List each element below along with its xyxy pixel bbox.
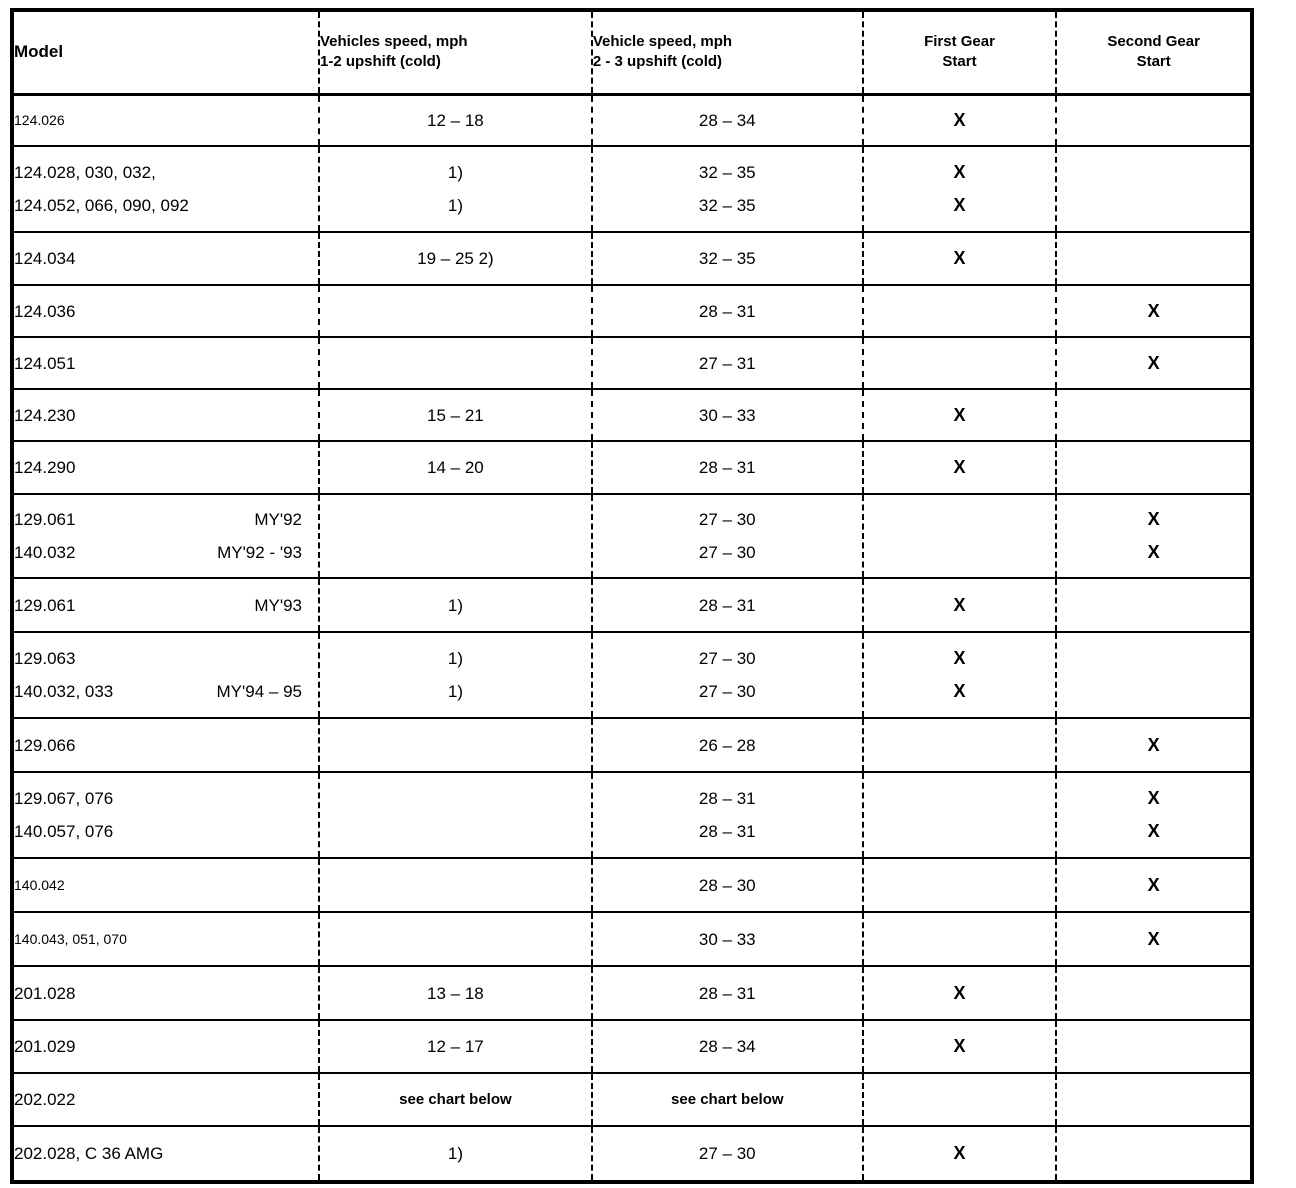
second-gear-mark: [1057, 675, 1250, 708]
model-code: 201.029: [14, 1037, 76, 1056]
upshift-12-value: [320, 815, 591, 848]
upshift-12-value: 1): [447, 649, 463, 668]
model-line: [14, 977, 318, 1010]
upshift-23-cell: [592, 494, 863, 578]
second-gear-cell: [1056, 285, 1252, 337]
upshift-23-value: 28 – 31: [698, 595, 756, 615]
second-gear-cell: [1056, 94, 1252, 146]
table-row: [12, 912, 1252, 966]
model-code: 140.043, 051, 070: [14, 930, 127, 947]
second-gear-mark: X: [1147, 821, 1160, 841]
model-code: 124.290: [14, 458, 76, 477]
upshift-23-value: 28 – 31: [698, 822, 756, 841]
first-gear-mark: [864, 923, 1056, 956]
upshift-12-cell: [319, 912, 592, 966]
table-row: [12, 146, 1252, 232]
upshift-12-value: [320, 295, 591, 328]
model-column-header: Model: [12, 10, 319, 94]
second-gear-mark: X: [1147, 788, 1160, 808]
second-gear-cell: [1056, 772, 1252, 858]
upshift-23-cell: [592, 966, 863, 1020]
upshift-12-value: [320, 923, 591, 956]
upshift-12-header-line: 1-2 upshift (cold): [319, 53, 441, 71]
model-cell: [12, 494, 319, 578]
second-gear-mark: X: [1147, 509, 1160, 529]
upshift-23-cell: [592, 94, 863, 146]
model-code: 129.061: [14, 510, 76, 529]
upshift-23-value: 30 – 33: [698, 929, 756, 949]
upshift-12-cell: [319, 441, 592, 494]
second-gear-mark: X: [1147, 352, 1160, 373]
first-gear-cell: [863, 285, 1057, 337]
second-gear-mark: [1057, 399, 1250, 432]
table-row: [12, 285, 1252, 337]
upshift-23-cell: [592, 389, 863, 441]
upshift-12-cell: [319, 146, 592, 232]
second-gear-mark: [1057, 1030, 1250, 1063]
model-cell: [12, 578, 319, 632]
second-gear-mark: [1057, 104, 1250, 137]
upshift-12-cell: [319, 1020, 592, 1073]
model-code: 124.034: [14, 249, 76, 268]
upshift-12-value: 19 – 25 2): [417, 249, 494, 268]
model-code: 201.028: [14, 983, 76, 1003]
model-line: [14, 675, 318, 708]
shift-speed-table: [10, 8, 1254, 1184]
model-code: 129.061: [14, 595, 76, 615]
model-code: 124.028, 030, 032,: [14, 163, 156, 182]
model-line: [14, 451, 318, 484]
first-gear-mark: X: [953, 162, 966, 182]
second-gear-cell: [1056, 578, 1252, 632]
first-gear-cell: [863, 912, 1057, 966]
second-gear-cell: [1056, 389, 1252, 441]
upshift-23-cell: [592, 1126, 863, 1182]
first-gear-cell: [863, 94, 1057, 146]
upshift-23-cell: [592, 912, 863, 966]
first-gear-header-line: First Gear: [924, 33, 995, 51]
model-year: MY'92: [254, 510, 302, 529]
upshift-12-value: 1): [447, 163, 463, 182]
upshift-12-cell: [319, 337, 592, 389]
model-cell: [12, 912, 319, 966]
upshift-23-header-line: Vehicle speed, mph: [592, 33, 733, 51]
table-row: [12, 232, 1252, 285]
first-gear-mark: X: [953, 982, 966, 1003]
first-gear-cell: [863, 1126, 1057, 1182]
first-gear-mark: [864, 782, 1056, 815]
model-code: 129.067, 076: [14, 789, 114, 808]
upshift-23-cell: [592, 285, 863, 337]
model-code: 140.032, 033: [14, 682, 114, 701]
second-gear-mark: [1057, 977, 1250, 1010]
upshift-23-cell: [592, 232, 863, 285]
upshift-12-value: [320, 536, 591, 569]
upshift-23-value: 27 – 30: [698, 649, 756, 668]
upshift-23-value: 28 – 31: [698, 458, 756, 477]
model-cell: [12, 441, 319, 494]
upshift-23-value: 28 – 31: [698, 983, 756, 1003]
table-row: [12, 858, 1252, 912]
table-row: [12, 389, 1252, 441]
upshift-12-cell: [319, 772, 592, 858]
upshift-12-cell: [319, 718, 592, 772]
upshift-23-value: 27 – 31: [698, 353, 756, 373]
model-line: [14, 923, 318, 956]
upshift-12-cell: [319, 389, 592, 441]
table-row: [12, 772, 1252, 858]
upshift-12-value: 12 – 17: [427, 1037, 484, 1056]
second-gear-cell: [1056, 1126, 1252, 1182]
model-code: 124.036: [14, 301, 76, 321]
first-gear-cell: [863, 718, 1057, 772]
second-gear-mark: X: [1147, 542, 1160, 562]
table-row: [12, 1126, 1252, 1182]
model-code: 124.230: [14, 405, 76, 425]
second-gear-header-line: Second Gear: [1107, 33, 1200, 51]
first-gear-cell: [863, 858, 1057, 912]
second-gear-cell: [1056, 632, 1252, 718]
model-cell: [12, 1126, 319, 1182]
model-line: [14, 242, 318, 275]
upshift-12-value: 14 – 20: [427, 458, 484, 477]
table-row: [12, 1020, 1252, 1073]
first-gear-cell: [863, 966, 1057, 1020]
first-gear-cell: [863, 1020, 1057, 1073]
model-cell: [12, 94, 319, 146]
upshift-23-cell: [592, 146, 863, 232]
model-code: 124.052, 066, 090, 092: [14, 196, 189, 215]
second-gear-cell: [1056, 337, 1252, 389]
upshift-12-value: 1): [447, 595, 463, 615]
model-year: MY'93: [254, 595, 302, 615]
model-code: 140.057, 076: [14, 822, 114, 841]
upshift-12-cell: [319, 1073, 592, 1126]
table-row: [12, 718, 1252, 772]
first-gear-mark: [864, 536, 1056, 569]
upshift-23-value: see chart below: [671, 1091, 784, 1108]
upshift-23-value: 27 – 30: [698, 1144, 756, 1163]
first-gear-header-line: Start: [942, 53, 977, 71]
upshift-12-cell: [319, 966, 592, 1020]
upshift-23-cell: [592, 337, 863, 389]
first-gear-cell: [863, 578, 1057, 632]
upshift-23-header-line: 2 - 3 upshift (cold): [592, 53, 723, 71]
first-gear-mark: [864, 347, 1056, 380]
first-gear-mark: X: [953, 457, 966, 477]
second-gear-cell: [1056, 232, 1252, 285]
second-gear-mark: [1057, 1137, 1250, 1170]
upshift-23-value: 26 – 28: [698, 735, 756, 755]
upshift-23-value: 28 – 31: [698, 789, 756, 808]
upshift-23-value: 28 – 34: [698, 110, 756, 130]
model-cell: [12, 389, 319, 441]
upshift-23-value: 32 – 35: [698, 249, 756, 268]
second-gear-cell: [1056, 858, 1252, 912]
upshift-23-value: 27 – 30: [698, 682, 756, 701]
first-gear-mark: X: [953, 109, 966, 130]
model-code: 124.026: [14, 111, 65, 128]
first-gear-mark: [864, 729, 1056, 762]
table-row: [12, 441, 1252, 494]
model-line: [14, 782, 318, 815]
second-gear-start-column-header: [1056, 10, 1252, 94]
upshift-12-value: [320, 869, 591, 902]
upshift-23-value: 30 – 33: [698, 405, 756, 425]
model-cell: [12, 1073, 319, 1126]
first-gear-cell: [863, 232, 1057, 285]
model-line: [14, 815, 318, 848]
upshift-12-cell: [319, 632, 592, 718]
model-cell: [12, 966, 319, 1020]
model-code: 129.063: [14, 649, 76, 668]
second-gear-cell: [1056, 1073, 1252, 1126]
model-code: 202.022: [14, 1090, 76, 1109]
second-gear-cell: [1056, 1020, 1252, 1073]
model-cell: [12, 858, 319, 912]
model-line: [14, 295, 318, 328]
upshift-23-cell: [592, 772, 863, 858]
model-cell: [12, 285, 319, 337]
model-cell: [12, 632, 319, 718]
table-row: [12, 966, 1252, 1020]
upshift-12-cell: [319, 94, 592, 146]
model-year: MY'94 – 95: [216, 682, 302, 701]
table-row: [12, 1073, 1252, 1126]
upshift-12-cell: [319, 1126, 592, 1182]
second-gear-mark: X: [1147, 734, 1160, 755]
second-gear-cell: [1056, 494, 1252, 578]
model-year: MY'92 - '93: [217, 543, 302, 562]
first-gear-mark: [864, 815, 1056, 848]
upshift-23-cell: [592, 718, 863, 772]
first-gear-mark: X: [953, 648, 966, 668]
upshift-23-value: 28 – 34: [698, 1037, 756, 1056]
upshift-12-column-header: [319, 10, 592, 94]
model-line: [14, 104, 318, 137]
second-gear-mark: [1057, 642, 1250, 675]
model-line: [14, 1030, 318, 1063]
first-gear-mark: X: [953, 681, 966, 701]
table-row: [12, 632, 1252, 718]
second-gear-mark: [1057, 589, 1250, 622]
upshift-12-value: 1): [447, 682, 463, 701]
first-gear-mark: X: [953, 248, 966, 268]
model-line: [14, 1137, 318, 1170]
model-code: 129.066: [14, 735, 76, 755]
upshift-23-column-header: [592, 10, 863, 94]
model-code: 140.032: [14, 543, 76, 562]
first-gear-mark: [864, 1083, 1056, 1116]
upshift-23-value: 27 – 30: [698, 543, 756, 562]
upshift-23-value: 28 – 30: [698, 875, 756, 895]
second-gear-mark: [1057, 156, 1250, 189]
upshift-12-value: 15 – 21: [427, 405, 484, 425]
model-code: 124.051: [14, 353, 76, 373]
first-gear-cell: [863, 441, 1057, 494]
upshift-23-value: 27 – 30: [698, 510, 756, 529]
first-gear-mark: [864, 295, 1056, 328]
header-row: [12, 10, 1252, 94]
first-gear-mark: [864, 503, 1056, 536]
second-gear-mark: X: [1147, 300, 1160, 321]
table-row: [12, 94, 1252, 146]
upshift-12-cell: [319, 858, 592, 912]
upshift-12-value: 1): [447, 1144, 463, 1163]
first-gear-cell: [863, 632, 1057, 718]
second-gear-mark: [1057, 189, 1250, 222]
model-line: [14, 729, 318, 762]
first-gear-mark: X: [953, 195, 966, 215]
table-row: [12, 494, 1252, 578]
first-gear-mark: X: [953, 404, 966, 425]
model-cell: [12, 1020, 319, 1073]
upshift-23-cell: [592, 441, 863, 494]
model-cell: [12, 337, 319, 389]
second-gear-mark: [1057, 1083, 1250, 1116]
upshift-12-value: 13 – 18: [427, 983, 484, 1003]
model-line: [14, 589, 318, 622]
upshift-23-cell: [592, 858, 863, 912]
first-gear-mark: X: [953, 594, 966, 615]
table-body: [12, 94, 1252, 1182]
first-gear-mark: X: [953, 1143, 966, 1163]
first-gear-start-column-header: [863, 10, 1057, 94]
model-code: 202.028, C 36 AMG: [14, 1144, 164, 1163]
upshift-23-cell: [592, 1073, 863, 1126]
second-gear-cell: [1056, 912, 1252, 966]
model-line: [14, 503, 318, 536]
table-row: [12, 337, 1252, 389]
table-row: [12, 578, 1252, 632]
model-line: [14, 399, 318, 432]
model-line: [14, 642, 318, 675]
upshift-12-cell: [319, 494, 592, 578]
upshift-23-value: 32 – 35: [698, 196, 756, 215]
model-cell: [12, 232, 319, 285]
first-gear-cell: [863, 146, 1057, 232]
upshift-12-value: [320, 347, 591, 380]
model-cell: [12, 718, 319, 772]
upshift-12-cell: [319, 578, 592, 632]
upshift-12-value: 1): [447, 196, 463, 215]
first-gear-mark: X: [953, 1036, 966, 1056]
second-gear-mark: X: [1147, 874, 1160, 895]
second-gear-header-line: Start: [1136, 53, 1171, 71]
second-gear-cell: [1056, 966, 1252, 1020]
upshift-23-value: 32 – 35: [698, 163, 756, 182]
upshift-23-cell: [592, 578, 863, 632]
model-line: [14, 347, 318, 380]
first-gear-mark: [864, 869, 1056, 902]
second-gear-cell: [1056, 441, 1252, 494]
second-gear-mark: X: [1147, 928, 1160, 949]
upshift-12-value: [320, 782, 591, 815]
upshift-12-header-line: Vehicles speed, mph: [319, 33, 468, 51]
model-code: 140.042: [14, 876, 65, 893]
second-gear-mark: [1057, 451, 1250, 484]
upshift-12-value: [320, 503, 591, 536]
model-cell: [12, 772, 319, 858]
upshift-23-cell: [592, 1020, 863, 1073]
model-line: [14, 536, 318, 569]
second-gear-cell: [1056, 146, 1252, 232]
model-line: [14, 156, 318, 189]
model-line: [14, 1083, 318, 1116]
model-line: [14, 189, 318, 222]
model-cell: [12, 146, 319, 232]
first-gear-cell: [863, 494, 1057, 578]
upshift-12-value: 12 – 18: [427, 110, 484, 130]
upshift-12-value: [320, 729, 591, 762]
model-line: [14, 869, 318, 902]
first-gear-cell: [863, 1073, 1057, 1126]
upshift-12-value: see chart below: [399, 1091, 512, 1108]
upshift-23-cell: [592, 632, 863, 718]
first-gear-cell: [863, 337, 1057, 389]
first-gear-cell: [863, 772, 1057, 858]
second-gear-mark: [1057, 242, 1250, 275]
upshift-12-cell: [319, 232, 592, 285]
upshift-12-cell: [319, 285, 592, 337]
second-gear-cell: [1056, 718, 1252, 772]
upshift-23-value: 28 – 31: [698, 301, 756, 321]
first-gear-cell: [863, 389, 1057, 441]
